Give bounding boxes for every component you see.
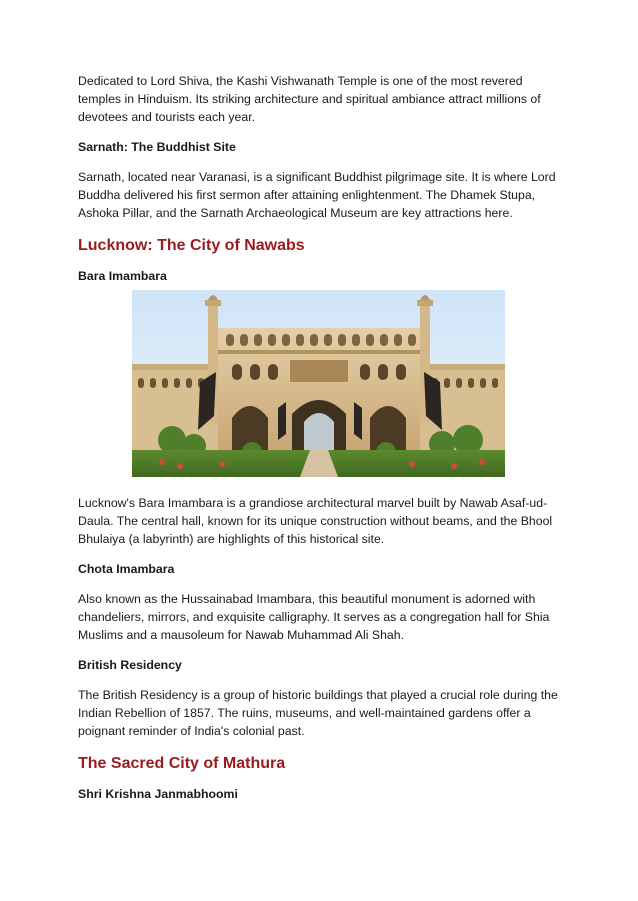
bara-subheading: Bara Imambara — [78, 269, 167, 283]
lucknow-heading: Lucknow: The City of Nawabs — [78, 237, 305, 254]
kashi-paragraph: Dedicated to Lord Shiva, the Kashi Vishwanath Temple is one of the most revered temples in Hinduism. Its striking architecture and spiritual ambiance attract millions of devotees and tourists each year. — [78, 74, 541, 124]
krishna-subheading: Shri Krishna Janmabhoomi — [78, 787, 238, 801]
residency-subheading: British Residency — [78, 658, 182, 672]
residency-paragraph: The British Residency is a group of historic buildings that played a crucial role during the Indian Rebellion of 1857. The ruins, museums, and well-maintained gardens offer a poignant reminder of India's colonial past. — [78, 688, 558, 738]
chota-paragraph: Also known as the Hussainabad Imambara, this beautiful monument is adorned with chandeliers, mirrors, and exquisite calligraphy. It serves as a congregation hall for Shia Muslims and a mausoleum for Nawab Muhammad Ali Shah. — [78, 592, 550, 642]
chota-subheading: Chota Imambara — [78, 562, 175, 576]
bara-imambara-photo — [132, 290, 505, 477]
content-column — [78, 72, 568, 803]
sarnath-paragraph: Sarnath, located near Varanasi, is a significant Buddhist pilgrimage site. It is where Lord Buddha delivered his first sermon after attaining enlightenment. The Dhamek Stupa, Ashoka Pillar, and the Sarnath Archaeological Museum are key attractions here. — [78, 170, 556, 220]
bara-paragraph: Lucknow's Bara Imambara is a grandiose architectural marvel built by Nawab Asaf-ud-Daula. The central hall, known for its unique construction without beams, and the Bhool Bhulaiya (a labyrinth) are highlights of this historical site. — [78, 496, 553, 546]
mathura-heading: The Sacred City of Mathura — [78, 755, 286, 772]
sarnath-subheading: Sarnath: The Buddhist Site — [78, 140, 236, 154]
